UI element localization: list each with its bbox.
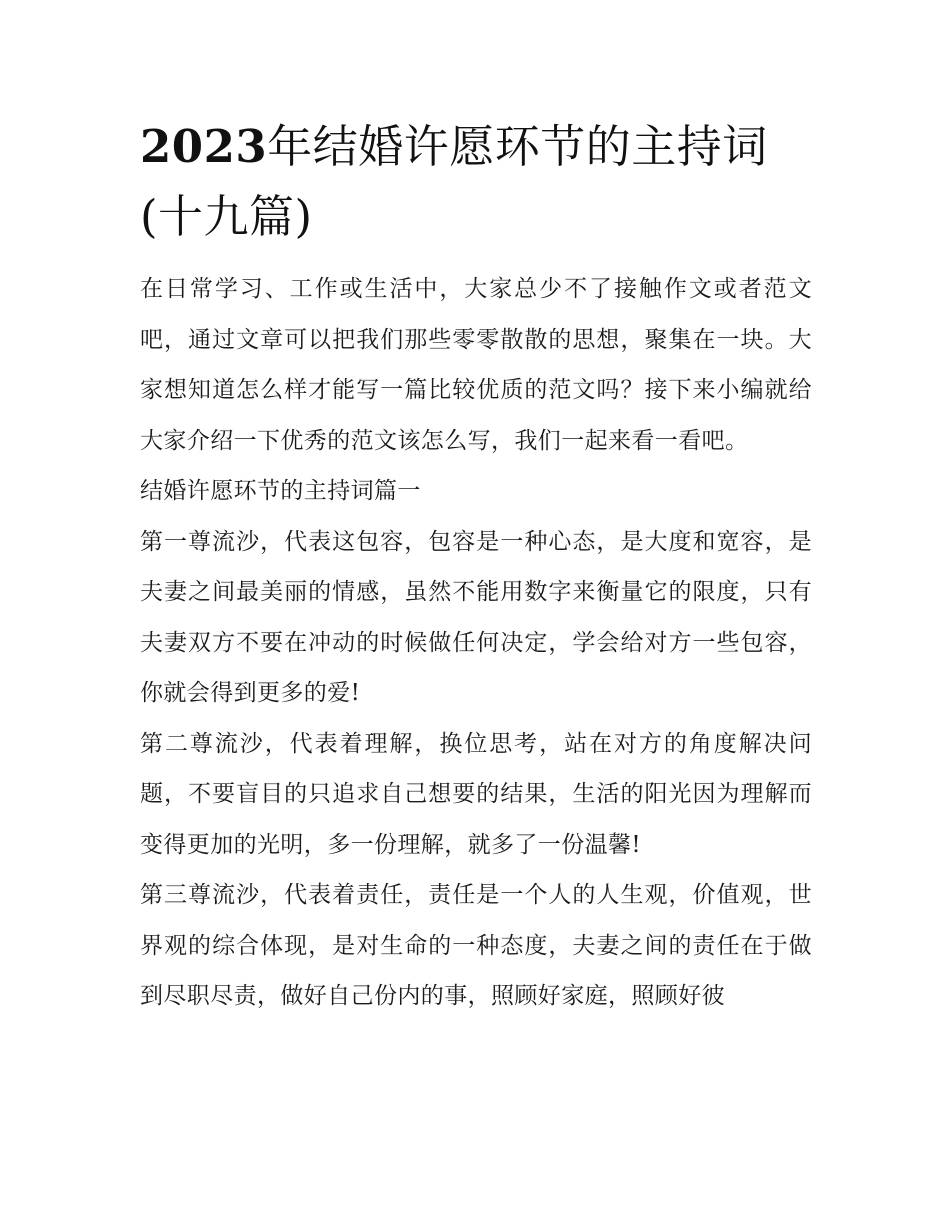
paragraph-second-sand: 第二尊流沙，代表着理解，换位思考，站在对方的角度解决问题，不要盲目的只追求自己想要的结果，生活的阳光因为理解而变得更加的光明，多一份理解，就多了一份温馨! xyxy=(140,730,812,858)
document-title xyxy=(140,112,812,252)
intro-paragraph: 在日常学习、工作或生活中，大家总少不了接触作文或者范文吧，通过文章可以把我们那些零零散散的思想，聚集在一块。大家想知道怎么样才能写一篇比较优质的范文吗？接下来小编就给大家介绍一下优秀的范文该怎么写，我们一起来看一看吧。 xyxy=(140,276,812,454)
title-year: 2023 xyxy=(140,120,268,173)
paragraph-third-sand: 第三尊流沙，代表着责任，责任是一个人的人生观，价值观，世界观的综合体现，是对生命的一种态度，夫妻之间的责任在于做到尽职尽责，做好自己份内的事，照顾好家庭，照顾好彼 xyxy=(140,882,812,1009)
section-heading: 结婚许愿环节的主持词篇一 xyxy=(140,478,421,504)
title-text: 年结婚许愿环节的主持词(十九篇) xyxy=(140,120,768,243)
document-content xyxy=(140,112,812,1022)
document-body xyxy=(140,264,812,1022)
paragraph-first-sand: 第一尊流沙，代表这包容，包容是一种心态，是大度和宽容，是夫妻之间最美丽的情感，虽然不能用数字来衡量它的限度，只有夫妻双方不要在冲动的时候做任何决定，学会给对方一些包容，你就会得到更多的爱! xyxy=(140,528,812,706)
